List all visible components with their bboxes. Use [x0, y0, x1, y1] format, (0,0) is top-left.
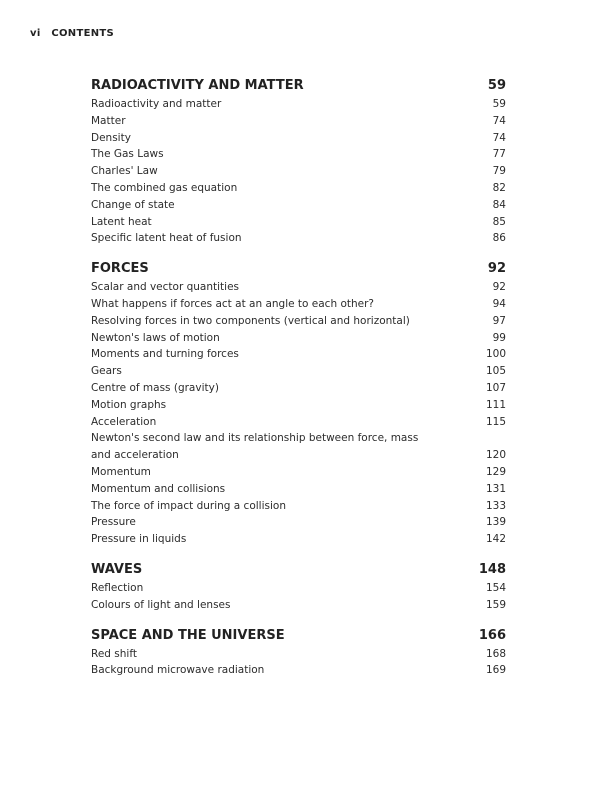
entry-title: Specific latent heat of fusion — [91, 232, 242, 245]
section-title: FORCES — [91, 261, 149, 277]
entry-page: 139 — [485, 516, 506, 529]
toc-entry[interactable] — [91, 662, 506, 679]
toc-entry[interactable] — [91, 214, 506, 231]
entry-page: 79 — [492, 165, 506, 178]
entry-title: Newton's laws of motion — [91, 331, 220, 344]
entry-page: 74 — [492, 131, 506, 144]
toc-entry[interactable] — [91, 514, 506, 531]
entry-title: Scalar and vector quantities — [91, 281, 240, 294]
section-title: WAVES — [91, 561, 143, 577]
toc-entry[interactable] — [91, 96, 506, 113]
toc-entry[interactable] — [91, 296, 506, 313]
toc-entry[interactable] — [91, 163, 506, 180]
toc-entry[interactable] — [91, 230, 506, 247]
entry-title: The force of impact during a collision — [91, 499, 286, 512]
entry-page: 133 — [485, 499, 506, 512]
entry-page: 159 — [485, 598, 506, 611]
section-heading[interactable] — [91, 560, 506, 580]
entry-page: 154 — [485, 581, 506, 594]
section-page: 59 — [487, 78, 506, 93]
entry-title: Momentum and collisions — [91, 482, 226, 495]
section-page: 148 — [478, 561, 506, 577]
table-of-contents — [91, 76, 506, 691]
running-head — [30, 28, 114, 39]
entry-title: Resolving forces in two components (vertical and horizontal) — [91, 314, 410, 327]
entry-title: Radioactivity and matter — [91, 98, 222, 110]
toc-entry[interactable] — [91, 279, 506, 296]
entry-page: 115 — [485, 415, 506, 428]
entry-title: Red shift — [91, 647, 137, 660]
toc-section — [91, 626, 506, 680]
toc-entry[interactable] — [91, 313, 506, 330]
entry-page: 142 — [485, 533, 506, 546]
entry-title: Charles' Law — [91, 165, 158, 178]
entry-page: 120 — [485, 449, 506, 462]
entry-title: What happens if forces act at an angle to each other? — [91, 297, 374, 310]
running-head-title: CONTENTS — [51, 28, 114, 39]
entry-title: Newton's second law and its relationship between force, mass and acceleration — [91, 432, 419, 462]
entry-title: Change of state — [91, 198, 175, 211]
entry-title: Acceleration — [91, 415, 157, 428]
section-heading[interactable] — [91, 259, 506, 279]
entry-page: 85 — [492, 215, 506, 228]
entry-title: Pressure — [91, 516, 136, 529]
section-title: RADIOACTIVITY AND MATTER — [91, 78, 304, 93]
entry-title: Moments and turning forces — [91, 348, 239, 361]
toc-entry[interactable] — [91, 197, 506, 214]
toc-entry[interactable] — [91, 113, 506, 130]
entry-title: Motion graphs — [91, 398, 167, 411]
toc-entry[interactable] — [91, 146, 506, 163]
section-heading[interactable] — [91, 626, 506, 646]
entry-page: 105 — [485, 365, 506, 378]
entry-title: Density — [91, 131, 131, 144]
toc-entry[interactable] — [91, 380, 506, 397]
entry-title: Colours of light and lenses — [91, 598, 231, 611]
entry-page: 99 — [492, 331, 506, 344]
toc-entry[interactable] — [91, 363, 506, 380]
toc-entry[interactable] — [91, 430, 506, 464]
entry-title: The Gas Laws — [91, 148, 164, 161]
entry-page: 169 — [485, 664, 506, 677]
entry-title: Centre of mass (gravity) — [91, 381, 219, 394]
toc-entry[interactable] — [91, 646, 506, 663]
entry-title: Momentum — [91, 465, 151, 478]
entry-title: The combined gas equation — [91, 181, 238, 194]
entry-title: Gears — [91, 365, 122, 378]
entry-page: 77 — [492, 148, 506, 161]
entry-page: 92 — [492, 281, 506, 294]
entry-title: Matter — [91, 114, 126, 127]
toc-entry[interactable] — [91, 346, 506, 363]
toc-entry[interactable] — [91, 498, 506, 515]
toc-entry[interactable] — [91, 531, 506, 548]
toc-entry[interactable] — [91, 597, 506, 614]
entry-page: 94 — [492, 297, 506, 310]
section-heading[interactable] — [91, 76, 506, 96]
toc-entry[interactable] — [91, 414, 506, 431]
toc-section — [91, 76, 506, 247]
entry-title: Latent heat — [91, 215, 152, 228]
toc-entry[interactable] — [91, 130, 506, 147]
entry-page: 86 — [492, 232, 506, 245]
entry-title: Reflection — [91, 581, 144, 594]
entry-page: 74 — [492, 114, 506, 127]
toc-entry[interactable] — [91, 330, 506, 347]
entry-page: 111 — [485, 398, 506, 411]
section-page: 166 — [478, 627, 506, 643]
entry-title: Pressure in liquids — [91, 533, 187, 546]
toc-section — [91, 560, 506, 614]
entry-title: Background microwave radiation — [91, 664, 265, 677]
entry-page: 100 — [485, 348, 506, 361]
entry-page: 129 — [485, 465, 506, 478]
toc-entry[interactable] — [91, 481, 506, 498]
entry-page: 107 — [485, 381, 506, 394]
section-page: 92 — [487, 261, 506, 277]
entry-page: 131 — [485, 482, 506, 495]
toc-entry[interactable] — [91, 180, 506, 197]
page-number: vi — [30, 28, 41, 39]
entry-page: 97 — [492, 314, 506, 327]
entry-page: 168 — [485, 647, 506, 660]
section-title: SPACE AND THE UNIVERSE — [91, 627, 285, 643]
toc-section — [91, 259, 506, 548]
toc-entry[interactable] — [91, 580, 506, 597]
toc-entry[interactable] — [91, 397, 506, 414]
toc-entry[interactable] — [91, 464, 506, 481]
entry-page: 82 — [492, 181, 506, 194]
entry-page: 84 — [492, 198, 506, 211]
entry-page: 59 — [492, 98, 506, 110]
